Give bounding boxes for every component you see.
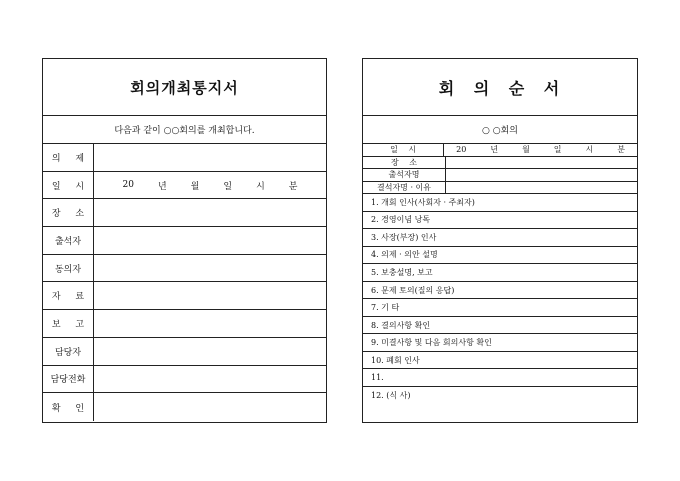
consent-field[interactable] — [94, 255, 326, 282]
order-row-absentees — [363, 182, 637, 195]
row-label: 출석자명 — [363, 169, 446, 181]
contact-phone-field[interactable] — [94, 366, 326, 393]
order-row-place — [363, 157, 637, 170]
order-row-datetime — [363, 144, 637, 157]
datetime-field[interactable] — [444, 144, 637, 156]
attendees-field[interactable] — [446, 169, 637, 181]
meeting-notice-form — [42, 58, 327, 423]
agenda-item: 8. 결의사항 확인 — [363, 317, 637, 335]
agenda-item: 7. 기 타 — [363, 299, 637, 317]
notice-row-consent — [43, 255, 326, 283]
agenda-item: 12. (식 사) — [371, 391, 411, 401]
year-prefix: 20 — [122, 180, 134, 191]
order-title: 회 의 순 서 — [363, 59, 637, 116]
notice-title: 회의개최통지서 — [43, 59, 326, 116]
place-field[interactable] — [446, 157, 637, 169]
person-in-charge-field[interactable] — [94, 338, 326, 365]
materials-field[interactable] — [94, 282, 326, 309]
row-label: 자 료 — [43, 282, 94, 309]
meeting-order-form — [362, 58, 638, 423]
row-label: 담당자 — [43, 338, 94, 365]
row-label: 장 소 — [363, 157, 446, 169]
day-unit: 일 — [223, 181, 233, 192]
month-unit: 월 — [522, 145, 530, 155]
agenda-item: 11. — [363, 369, 637, 387]
order-subtitle: ○ ○회의 — [363, 116, 637, 144]
row-label: 출석자 — [43, 227, 94, 254]
hour-unit: 시 — [256, 181, 265, 192]
report-field[interactable] — [94, 310, 326, 337]
datetime-field[interactable] — [94, 172, 326, 199]
agenda-item: 2. 경영이념 낭독 — [363, 212, 637, 230]
year-unit: 년 — [157, 181, 167, 192]
hour-unit: 시 — [585, 145, 594, 155]
notice-row-attendees — [43, 227, 326, 255]
row-label: 확 인 — [43, 393, 94, 421]
row-label: 동의자 — [43, 255, 94, 282]
year-prefix: 20 — [456, 145, 467, 155]
row-label: 결석자명 · 이유 — [363, 182, 446, 194]
place-field[interactable] — [94, 199, 326, 226]
order-row-attendees — [363, 169, 637, 182]
notice-row-person-in-charge — [43, 338, 326, 366]
confirm-field[interactable] — [94, 393, 326, 421]
agenda-list — [363, 194, 637, 405]
row-label: 담당전화 — [43, 366, 94, 393]
notice-subtitle: 다음과 같이 ○○회의를 개최합니다. — [43, 116, 326, 144]
agenda-item: 4. 의제 · 의안 설명 — [363, 247, 637, 265]
notice-row-confirm — [43, 393, 326, 421]
minute-unit: 분 — [617, 145, 625, 155]
notice-row-report — [43, 310, 326, 338]
row-label: 보 고 — [43, 310, 94, 337]
year-unit: 년 — [490, 145, 499, 155]
minute-unit: 분 — [288, 181, 298, 192]
agenda-item: 1. 개회 인사(사회자 · 주최자) — [363, 194, 637, 212]
agenda-item: 6. 문제 토의(질의 응답) — [363, 282, 637, 300]
agenda-item: 5. 보충설명, 보고 — [363, 264, 637, 282]
absentees-field[interactable] — [446, 182, 637, 194]
notice-row-agenda — [43, 144, 326, 172]
notice-row-materials — [43, 282, 326, 310]
month-unit: 월 — [190, 181, 200, 192]
agenda-item: 9. 미결사항 및 다음 회의사항 확인 — [363, 334, 637, 352]
agenda-item: 3. 사장(부장) 인사 — [363, 229, 637, 247]
row-label: 장 소 — [43, 199, 94, 226]
day-unit: 일 — [553, 145, 562, 155]
row-label: 의 제 — [43, 144, 94, 171]
notice-row-contact-phone — [43, 366, 326, 394]
row-label: 일 시 — [363, 144, 444, 156]
notice-row-datetime — [43, 172, 326, 200]
attendees-field[interactable] — [94, 227, 326, 254]
agenda-field[interactable] — [94, 144, 326, 171]
row-label: 일 시 — [43, 172, 94, 199]
notice-row-place — [43, 199, 326, 227]
agenda-item: 10. 폐회 인사 — [363, 352, 637, 370]
